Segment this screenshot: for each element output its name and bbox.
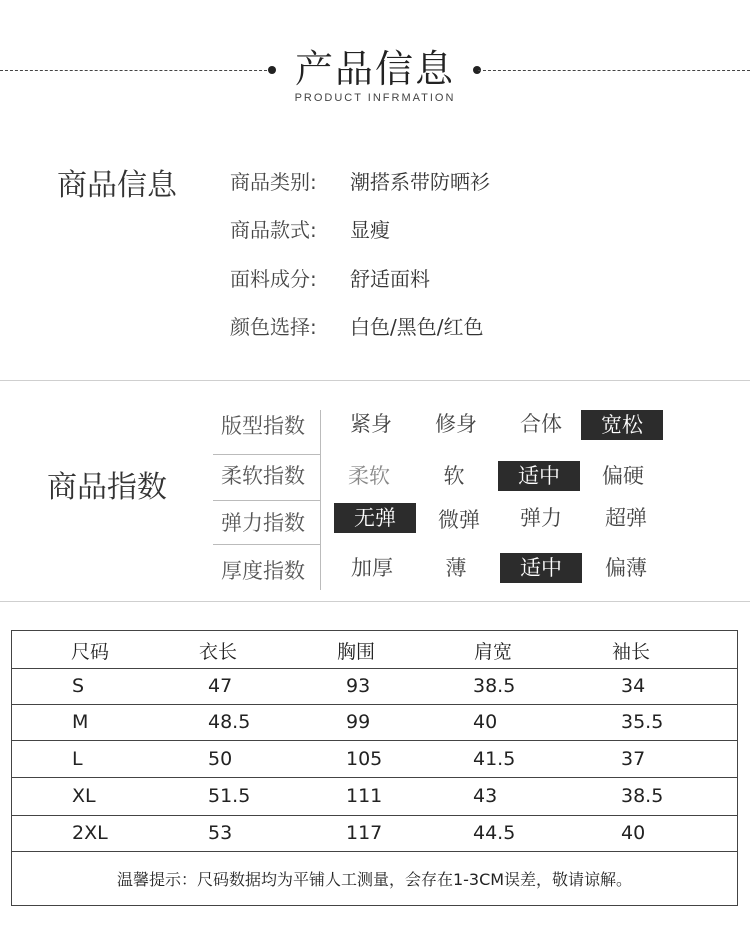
index-option-selected: 适中 (500, 553, 582, 583)
table-row (12, 704, 737, 740)
section-divider (0, 601, 750, 602)
index-row-divider (213, 500, 320, 501)
table-header-cell: 肩宽 (474, 640, 513, 663)
info-row-style (230, 214, 390, 243)
index-option: 加厚 (351, 556, 393, 580)
info-label: 商品款式: (230, 218, 317, 242)
table-cell: 50 (208, 748, 233, 770)
product-info-section-label: 商品信息 (57, 168, 177, 203)
table-cell: 2XL (72, 822, 108, 844)
table-cell: 53 (208, 822, 233, 844)
table-cell: 93 (346, 675, 371, 697)
table-cell: 111 (346, 785, 383, 807)
table-cell: 38.5 (473, 675, 516, 697)
table-header-cell: 胸围 (337, 640, 376, 663)
size-note: 温馨提示：尺码数据均为平铺人工测量，会存在1-3CM误差，敬请谅解。 (116, 870, 633, 889)
index-option: 薄 (445, 556, 467, 580)
index-option: 修身 (435, 412, 477, 436)
index-option-selected: 宽松 (581, 410, 663, 440)
table-cell: M (72, 711, 89, 733)
index-option: 偏硬 (602, 464, 644, 488)
page-subtitle: PRODUCT INFRMATION (294, 92, 456, 104)
table-cell: 37 (621, 748, 646, 770)
index-option: 微弹 (438, 508, 480, 532)
index-divider-vertical (320, 410, 321, 590)
index-row-divider (213, 544, 320, 545)
size-table (11, 630, 738, 906)
table-header-cell: 衣长 (199, 640, 238, 663)
table-cell: 34 (621, 675, 646, 697)
table-cell: 38.5 (621, 785, 664, 807)
info-row-fabric (230, 263, 430, 292)
info-value: 白色/黑色/红色 (350, 315, 484, 339)
info-value: 舒适面料 (350, 267, 430, 291)
table-cell: 43 (473, 785, 498, 807)
header-line-right (478, 70, 750, 71)
index-option: 偏薄 (605, 556, 647, 580)
table-header-cell: 尺码 (71, 640, 110, 663)
table-cell: 117 (346, 822, 383, 844)
index-label-elasticity: 弹力指数 (221, 511, 305, 535)
index-label-thickness: 厚度指数 (221, 559, 305, 583)
info-value: 潮搭系带防晒衫 (350, 170, 490, 194)
info-value: 显瘦 (350, 218, 390, 242)
index-option-selected: 适中 (498, 461, 580, 491)
table-row (12, 778, 737, 814)
index-option: 紧身 (350, 412, 392, 436)
table-header-row (12, 632, 737, 668)
info-label: 面料成分: (230, 267, 317, 291)
index-row-divider (213, 454, 320, 455)
index-option: 柔软 (348, 464, 390, 488)
table-cell: 44.5 (473, 822, 516, 844)
table-cell: 35.5 (621, 711, 664, 733)
table-cell: XL (72, 785, 96, 807)
table-divider (12, 851, 737, 852)
index-option: 弹力 (520, 506, 562, 530)
page-title: 产品信息 (294, 47, 455, 91)
info-label: 商品类别: (230, 170, 317, 194)
section-divider (0, 380, 750, 381)
table-cell: 105 (346, 748, 383, 770)
index-option: 软 (443, 464, 465, 488)
table-row (12, 741, 737, 777)
table-header-cell: 袖长 (612, 640, 651, 663)
index-label-fit: 版型指数 (221, 414, 305, 438)
table-cell: 48.5 (208, 711, 251, 733)
table-cell: 99 (346, 711, 371, 733)
table-cell: S (72, 675, 85, 697)
table-row (12, 815, 737, 851)
info-row-category (230, 166, 490, 195)
table-cell: 41.5 (473, 748, 516, 770)
index-label-softness: 柔软指数 (221, 464, 305, 488)
index-option: 超弹 (605, 506, 647, 530)
table-row (12, 668, 737, 704)
table-cell: 51.5 (208, 785, 251, 807)
index-option-selected: 无弹 (334, 503, 416, 533)
table-cell: 47 (208, 675, 233, 697)
product-index-section-label: 商品指数 (47, 470, 167, 505)
info-row-colors (230, 311, 483, 340)
table-cell: 40 (621, 822, 646, 844)
index-option: 合体 (520, 412, 562, 436)
info-label: 颜色选择: (230, 315, 317, 339)
table-cell: 40 (473, 711, 498, 733)
table-cell: L (72, 748, 83, 770)
